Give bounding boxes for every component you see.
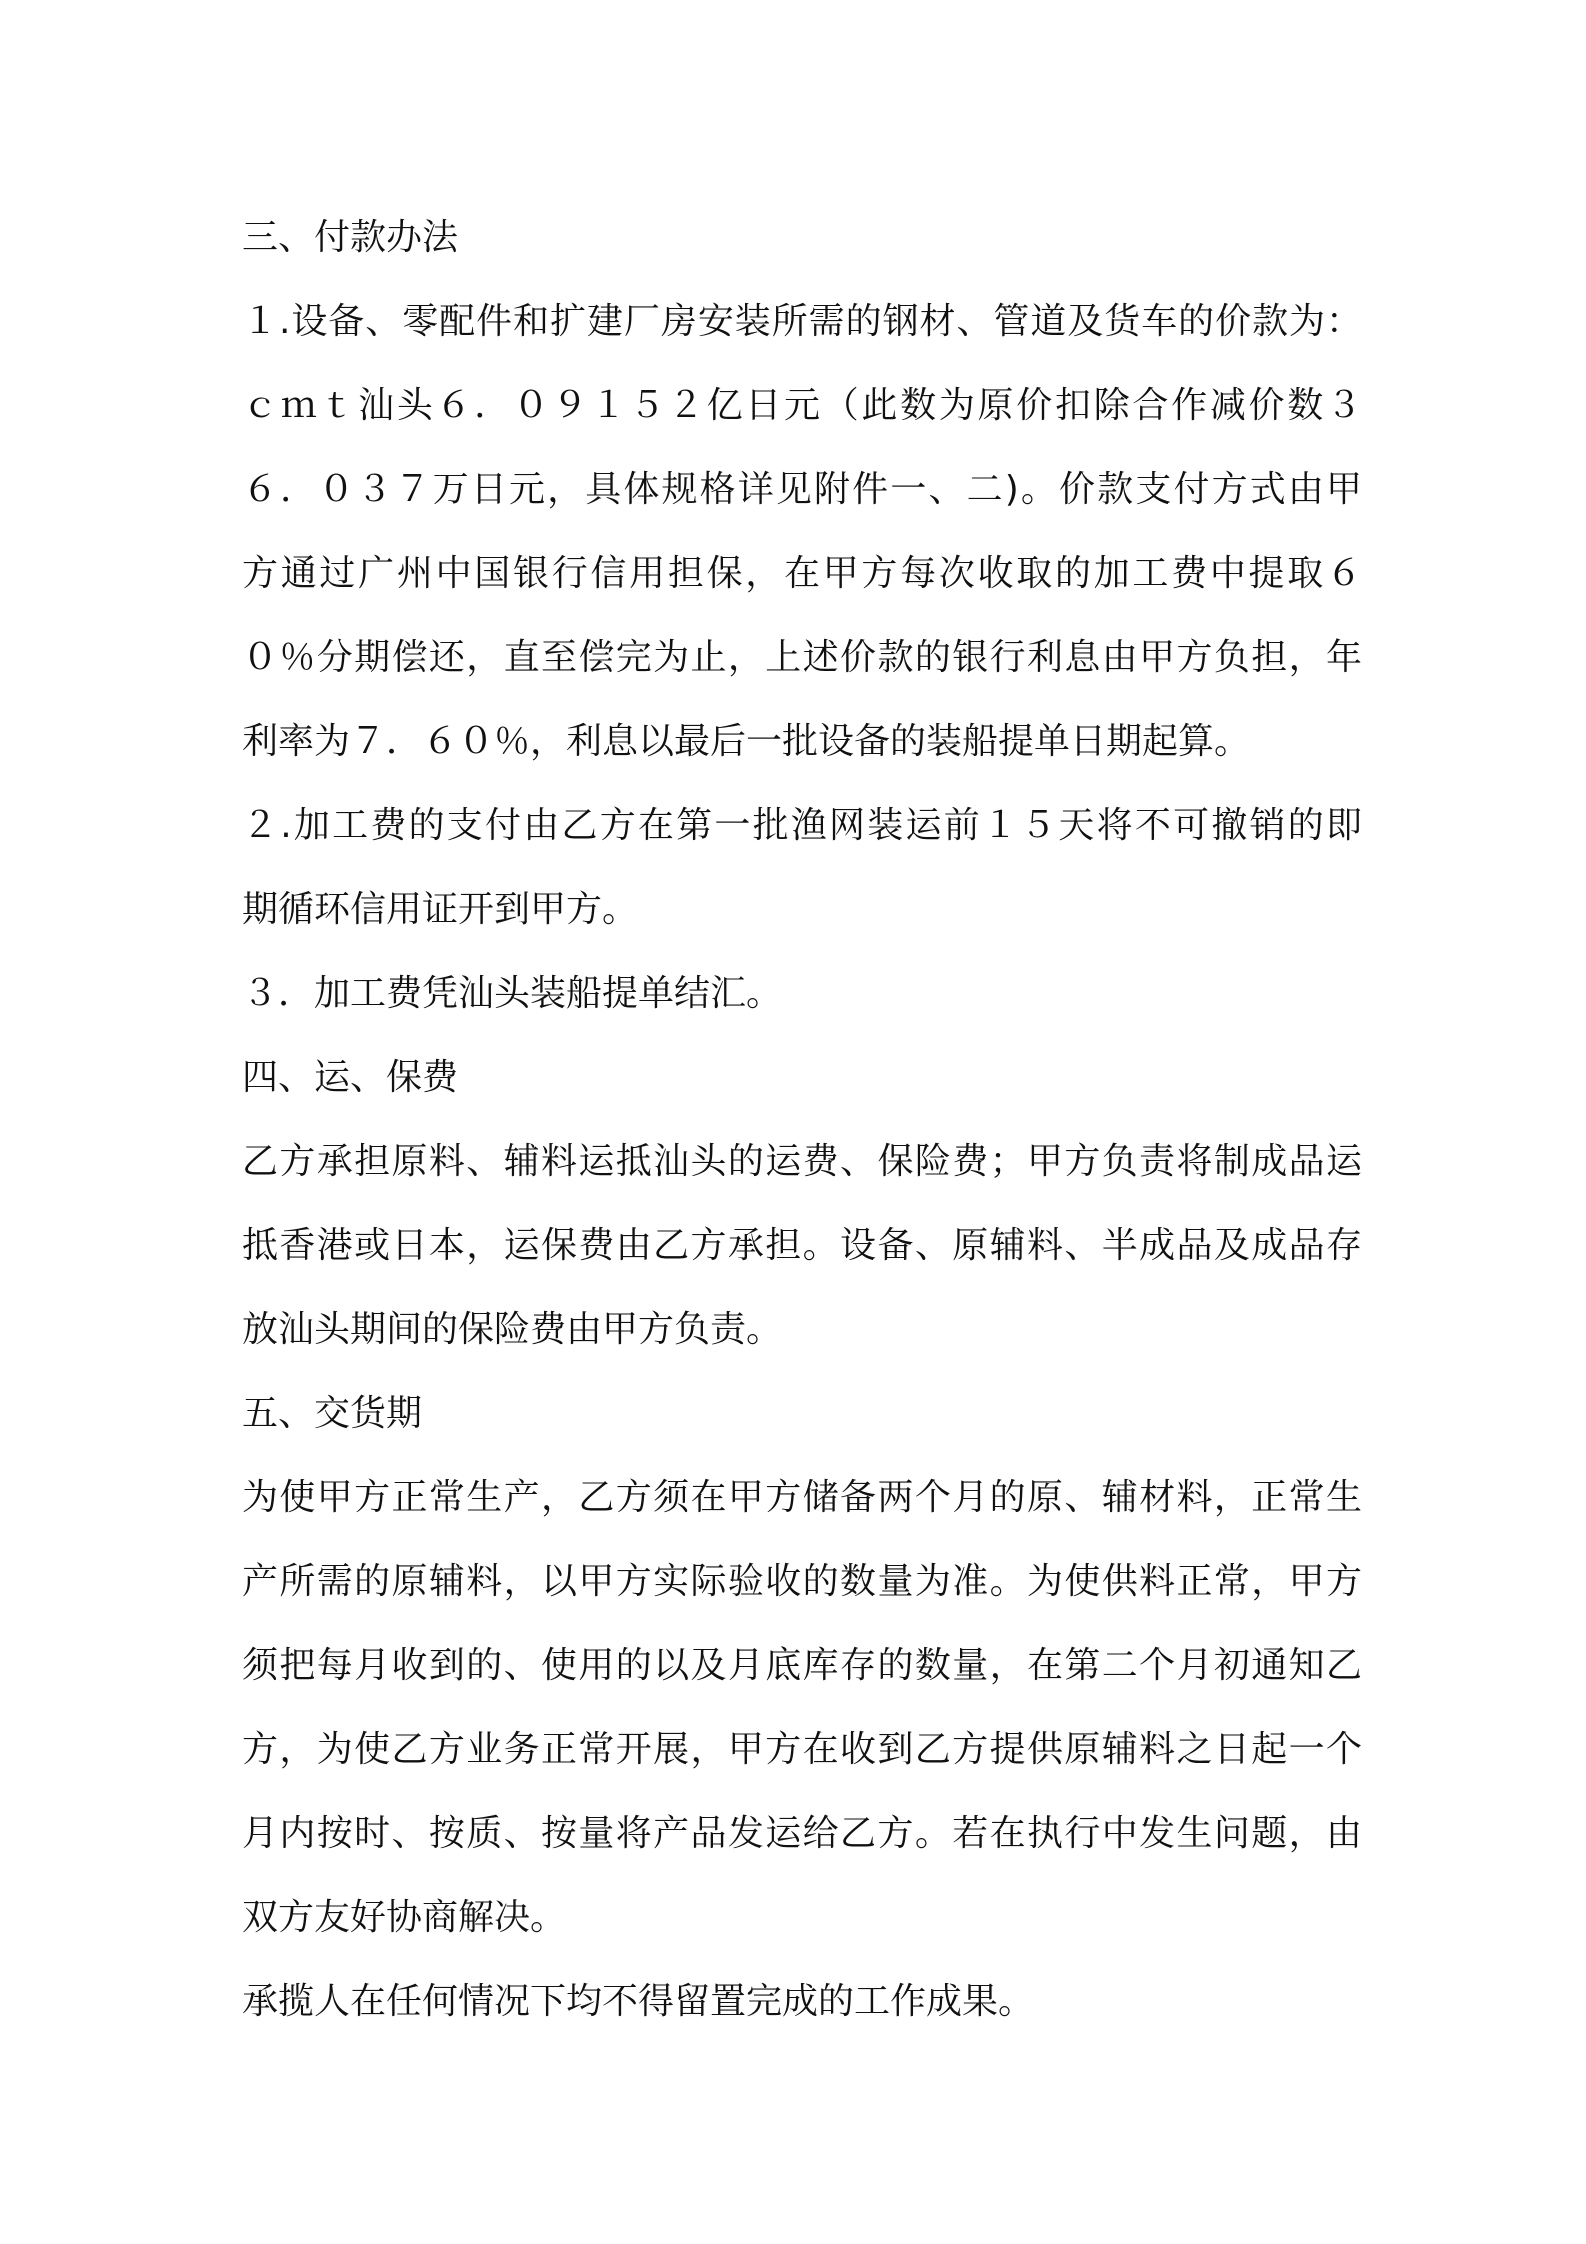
paragraph-line: ２.加工费的支付由乙方在第一批渔网装运前１５天将不可撤销的即 [242,805,1362,846]
paragraph-line: １.设备、零配件和扩建厂房安装所需的钢材、管道及货车的价款为： [242,301,1362,342]
paragraph-line: 放汕头期间的保险费由甲方负责。 [242,1309,783,1350]
paragraph-line: 利率为７．６０％，利息以最后一批设备的装船提单日期起算。 [242,721,1251,762]
heading-payment: 三、付款办法 [242,217,459,258]
paragraph-line: ０％分期偿还，直至偿完为止，上述价款的银行利息由甲方负担，年 [242,637,1362,678]
paragraph-line: ６．０３７万日元，具体规格详见附件一、二)。价款支付方式由甲 [242,469,1362,510]
paragraph-line: 双方友好协商解决。 [242,1897,567,1938]
paragraph-line: 期循环信用证开到甲方。 [242,889,639,930]
paragraph-line: 须把每月收到的、使用的以及月底库存的数量，在第二个月初通知乙 [242,1645,1362,1686]
heading-shipping-insurance: 四、运、保费 [242,1057,459,1098]
paragraph-line: 为使甲方正常生产，乙方须在甲方储备两个月的原、辅材料，正常生 [242,1477,1362,1518]
paragraph-line: 方通过广州中国银行信用担保，在甲方每次收取的加工费中提取６ [242,553,1362,594]
paragraph-line: 月内按时、按质、按量将产品发运给乙方。若在执行中发生问题，由 [242,1813,1362,1854]
paragraph-line: ｃｍｔ汕头６．０９１５２亿日元（此数为原价扣除合作减价数３ [242,385,1362,426]
closing-clause: 承揽人在任何情况下均不得留置完成的工作成果。 [242,1981,1035,2022]
paragraph-line: ３．加工费凭汕头装船提单结汇。 [242,973,783,1014]
paragraph-line: 乙方承担原料、辅料运抵汕头的运费、保险费；甲方负责将制成品运 [242,1141,1362,1182]
document-body [242,196,1362,2044]
paragraph-line: 方，为使乙方业务正常开展，甲方在收到乙方提供原辅料之日起一个 [242,1729,1362,1770]
heading-delivery: 五、交货期 [242,1393,423,1434]
paragraph-line: 产所需的原辅料，以甲方实际验收的数量为准。为使供料正常，甲方 [242,1561,1362,1602]
paragraph-line: 抵香港或日本，运保费由乙方承担。设备、原辅料、半成品及成品存 [242,1225,1362,1266]
